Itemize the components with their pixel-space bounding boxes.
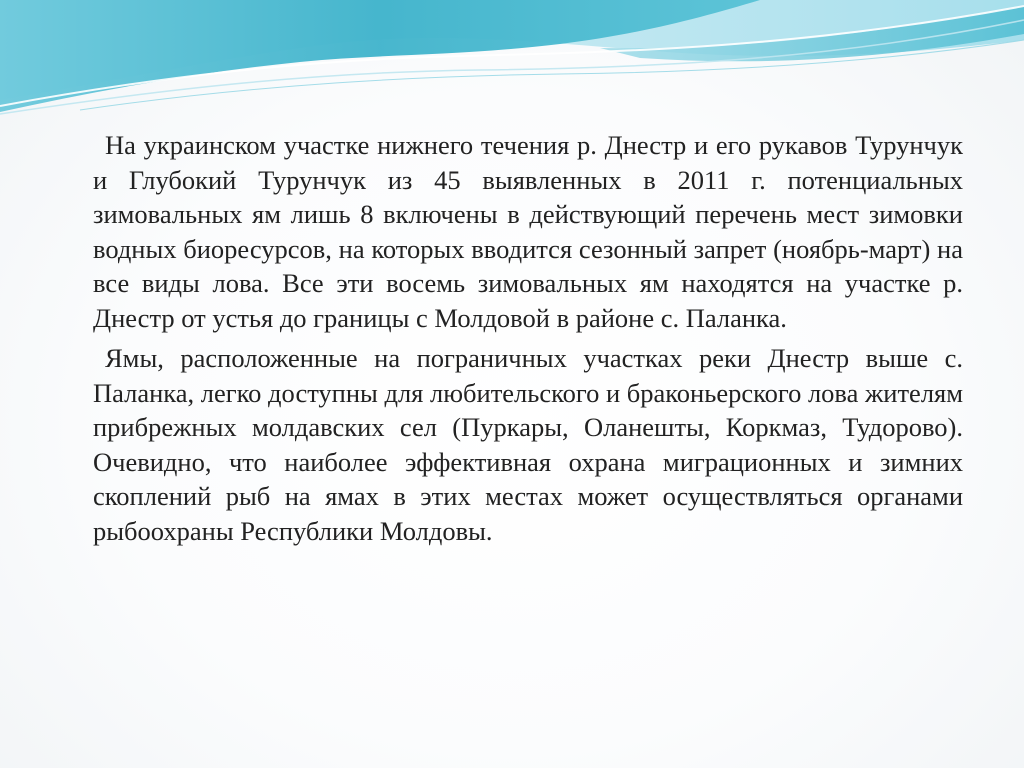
slide-body-text: [93, 128, 963, 554]
paragraph: На украинском участке нижнего течения р. Днестр и его рукавов Турунчук и Глубокий Турунчук из 45 выявленных в 2011 г. потенциальных зимовальных ям лишь 8 включены в действующий перечень мест зимовки водных биоресурсов, на которых вводится сезонный запрет (ноябрь-март) на все виды лова. Все эти восемь зимовальных ям находятся на участке р. Днестр от устья до границы с Молдовой в районе с. Паланка.: [93, 130, 963, 333]
paragraph: Ямы, расположенные на пограничных участках реки Днестр выше с. Паланка, легко доступны для любительского и браконьерского лова жителям прибрежных молдавских сел (Пуркары, Оланешты, Коркмаз, Тудорово). Очевидно, что наиболее эффективная охрана миграционных и зимних скоплений рыб на ямах в этих местах может осуществляться органами рыбоохраны Республики Молдовы.: [93, 343, 963, 546]
